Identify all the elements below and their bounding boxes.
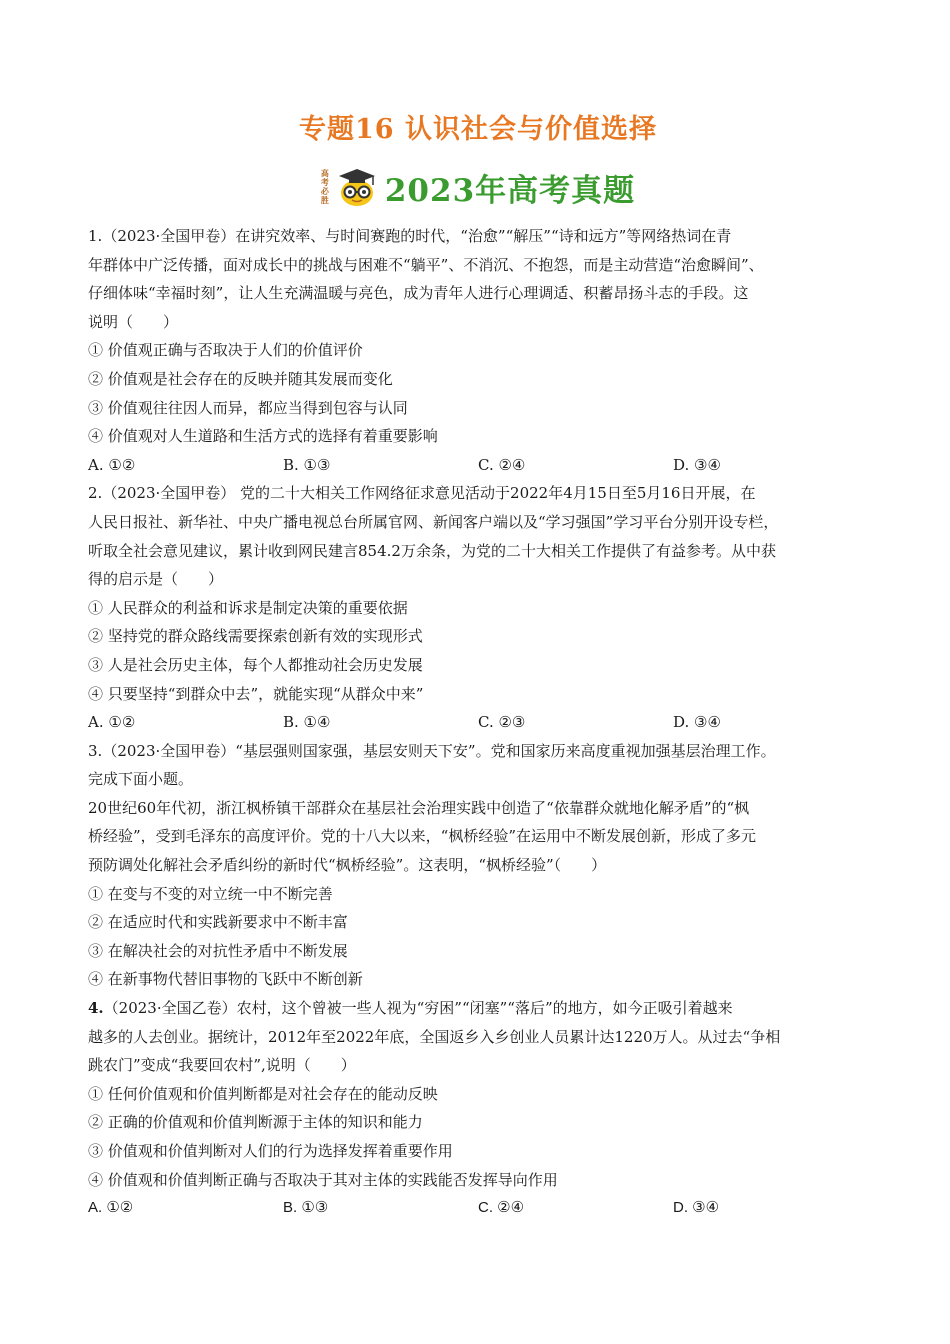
answer-choice-d[interactable]: D. ③④ bbox=[673, 1199, 720, 1217]
answer-choice-a[interactable]: A. ①② bbox=[88, 1199, 134, 1217]
question-stem-line: 人民日报社、新华社、中央广播电视总台所属官网、新闻客户端以及“学习强国”学习平台分别开设专栏， bbox=[88, 512, 779, 531]
question-stem-line: 完成下面小题。 bbox=[88, 770, 194, 789]
answer-choice-b[interactable]: B. ①③ bbox=[283, 455, 331, 474]
statement-option: ④ 在新事物代替旧事物的飞跃中不断创新 bbox=[88, 970, 363, 989]
question-number: 1. bbox=[88, 227, 103, 245]
statement-option: ③ 在解决社会的对抗性矛盾中不断发展 bbox=[88, 941, 348, 960]
question-stem-line: 越多的人去创业。据统计，2012年至2022年底，全国返乡入乡创业人员累计达1220万人。从过去“争相 bbox=[88, 1027, 781, 1046]
statement-option: ② 价值观是社会存在的反映并随其发展而变化 bbox=[88, 369, 393, 388]
question-stem-line: 说明（ ） bbox=[88, 312, 179, 331]
seal-char: 必 bbox=[320, 186, 329, 196]
question-stem-line: 年群体中广泛传播，面对成长中的挑战与困难不“躺平”、不消沉、不抱怨，而是主动营造“治愈瞬间”、 bbox=[88, 255, 764, 274]
question-stem-line: 在讲究效率、与时间赛跑的时代，“治愈”“解压”“诗和远方”等网络热词在青 bbox=[235, 227, 732, 245]
answer-choices bbox=[88, 451, 868, 480]
question-2 bbox=[88, 479, 868, 736]
question-stem-line: 党的二十大相关工作网络征求意见活动于2022年4月15日至5月16日开展，在 bbox=[235, 484, 756, 503]
question-number: 3. bbox=[88, 741, 103, 760]
statement-option: ① 在变与不变的对立统一中不断完善 bbox=[88, 884, 333, 903]
answer-choice-c[interactable]: C. ②④ bbox=[478, 1199, 525, 1217]
question-stem-line: 预防调处化解社会矛盾纠纷的新时代“枫桥经验”。这表明，“枫桥经验”（ ） bbox=[88, 856, 607, 875]
statement-option: ③ 价值观和价值判断对人们的行为选择发挥着重要作用 bbox=[88, 1142, 453, 1160]
question-source: （2023·全国甲卷） bbox=[102, 741, 236, 760]
answer-choice-d[interactable]: D. ③④ bbox=[673, 455, 721, 474]
banner-title: 2023年高考真题 bbox=[384, 172, 636, 209]
answer-choices bbox=[88, 708, 868, 737]
seal-char: 考 bbox=[320, 177, 329, 187]
statement-option: ④ 只要坚持“到群众中去”，就能实现“从群众中来” bbox=[88, 684, 424, 703]
question-stem-line: 仔细体味“幸福时刻”，让人生充满温暖与亮色，成为青年人进行心理调适、积蓄昂扬斗志的手段。这 bbox=[88, 284, 749, 303]
statement-option: ① 任何价值观和价值判断都是对社会存在的能动反映 bbox=[88, 1084, 438, 1103]
statement-option: ④ 价值观对人生道路和生活方式的选择有着重要影响 bbox=[88, 427, 438, 446]
page-title: 专题16 认识社会与价值选择 bbox=[299, 114, 657, 145]
statement-option: ② 在适应时代和实践新要求中不断丰富 bbox=[88, 913, 348, 932]
statement-option: ① 价值观正确与否取决于人们的价值评价 bbox=[88, 341, 363, 360]
question-4 bbox=[88, 994, 868, 1223]
question-number: 2. bbox=[88, 484, 103, 503]
question-stem-line: 20世纪60年代初，浙江枫桥镇干部群众在基层社会治理实践中创造了“依靠群众就地化解矛盾”的“枫 bbox=[88, 798, 750, 817]
question-1 bbox=[88, 222, 868, 479]
statement-option: ④ 价值观和价值判断正确与否取决于其对主体的实践能否发挥导向作用 bbox=[88, 1170, 558, 1189]
question-stem-line: 跳农门”变成“我要回农村”,说明（ ） bbox=[88, 1056, 356, 1075]
question-source: （2023·全国甲卷） bbox=[102, 484, 236, 503]
statement-option: ③ 价值观往往因人而异，都应当得到包容与认同 bbox=[88, 398, 408, 417]
exam-banner bbox=[88, 164, 868, 210]
question-number: 4. bbox=[88, 999, 104, 1018]
graduate-owl-icon bbox=[335, 167, 379, 207]
question-stem-line: 桥经验”，受到毛泽东的高度评价。党的十八大以来，“枫桥经验”在运用中不断发展创新，形成了多元 bbox=[88, 827, 757, 846]
page bbox=[88, 110, 868, 1223]
statement-option: ③ 人是社会历史主体，每个人都推动社会历史发展 bbox=[88, 655, 423, 674]
seal-char: 高 bbox=[320, 168, 329, 178]
answer-choice-b[interactable]: B. ①④ bbox=[283, 713, 331, 732]
seal-char: 胜 bbox=[320, 195, 329, 205]
answer-choice-a[interactable]: A. ①② bbox=[88, 455, 136, 474]
question-3 bbox=[88, 737, 868, 994]
answer-choice-b[interactable]: B. ①③ bbox=[283, 1199, 329, 1217]
question-source: （2023·全国甲卷） bbox=[102, 227, 236, 245]
question-stem-line: 农村，这个曾被一些人视为“穷困”“闭塞”“落后”的地方，如今正吸引着越来 bbox=[236, 999, 733, 1018]
statement-option: ② 正确的价值观和价值判断源于主体的知识和能力 bbox=[88, 1113, 423, 1132]
question-stem-line: 得的启示是（ ） bbox=[88, 570, 224, 589]
question-stem-line: 听取全社会意见建议，累计收到网民建言854.2万余条，为党的二十大相关工作提供了有益参考。从中获 bbox=[88, 541, 776, 560]
question-source: （2023·全国乙卷） bbox=[103, 999, 237, 1018]
answer-choice-c[interactable]: C. ②④ bbox=[478, 455, 526, 474]
statement-option: ② 坚持党的群众路线需要探索创新有效的实现形式 bbox=[88, 627, 423, 646]
answer-choice-d[interactable]: D. ③④ bbox=[673, 713, 721, 732]
seal-stamp bbox=[321, 169, 329, 205]
answer-choices bbox=[88, 1194, 868, 1223]
question-stem-line: “基层强则国家强，基层安则天下安”。党和国家历来高度重视加强基层治理工作。 bbox=[235, 741, 776, 760]
statement-option: ① 人民群众的利益和诉求是制定决策的重要依据 bbox=[88, 598, 408, 617]
answer-choice-c[interactable]: C. ②③ bbox=[478, 713, 526, 732]
answer-choice-a[interactable]: A. ①② bbox=[88, 713, 136, 732]
